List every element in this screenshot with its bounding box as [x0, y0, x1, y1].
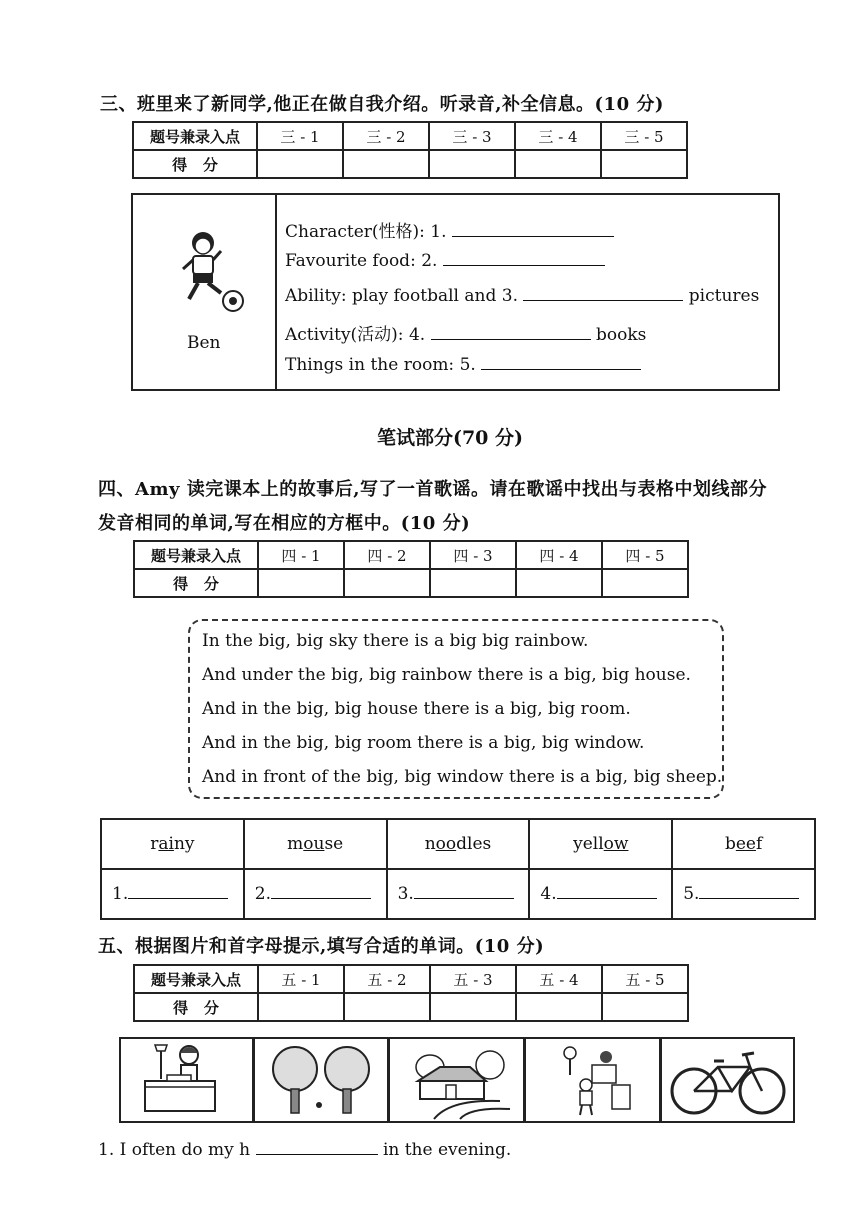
score-cell[interactable] — [601, 150, 687, 178]
trees-icon — [255, 1039, 387, 1121]
section4-heading-line2: 发音相同的单词,写在相应的方框中。(10 分) — [98, 513, 471, 534]
score-cell[interactable] — [344, 569, 430, 597]
score-label: 得 分 — [134, 569, 258, 597]
poem-line: And in front of the big, big window there is a big, big sheep. — [202, 767, 723, 787]
score-cell[interactable] — [258, 993, 344, 1021]
info-line-ability: Ability: play football and 3. pictures — [285, 286, 760, 306]
self-intro-box — [131, 193, 780, 391]
picture-homework — [119, 1037, 254, 1123]
answer-blank-2[interactable] — [443, 251, 605, 266]
info-line-food: Favourite food: 2. — [285, 251, 605, 271]
section5-score-table — [133, 964, 689, 1022]
score-cell[interactable] — [602, 569, 688, 597]
word-cell: rainy — [101, 819, 244, 869]
phonics-word-table — [100, 818, 816, 920]
picture-village — [388, 1037, 525, 1123]
score-cell[interactable] — [258, 569, 344, 597]
bike-icon — [662, 1039, 793, 1121]
answer-cell[interactable]: 4. — [529, 869, 672, 919]
word-cell: noodles — [387, 819, 530, 869]
score-col: 五 - 4 — [516, 965, 602, 993]
children-icon — [526, 1039, 659, 1121]
answer-blank-q1[interactable] — [256, 1140, 378, 1155]
poem-line: In the big, big sky there is a big big rainbow. — [202, 631, 589, 651]
answer-blank[interactable] — [271, 884, 371, 899]
word-cell: mouse — [244, 819, 387, 869]
score-cell[interactable] — [257, 150, 343, 178]
score-table-header-label: 题号兼录入点 — [134, 965, 258, 993]
poem-line: And in the big, big house there is a big, big room. — [202, 699, 631, 719]
score-cell[interactable] — [429, 150, 515, 178]
picture-children — [524, 1037, 661, 1123]
score-table-header-label: 题号兼录入点 — [133, 122, 257, 150]
answer-cell[interactable]: 2. — [244, 869, 387, 919]
score-col: 四 - 5 — [602, 541, 688, 569]
answer-blank[interactable] — [699, 884, 799, 899]
word-cell: yellow — [529, 819, 672, 869]
written-section-title: 笔试部分(70 分) — [376, 427, 524, 449]
score-col: 五 - 5 — [602, 965, 688, 993]
score-col: 四 - 3 — [430, 541, 516, 569]
score-col: 五 - 3 — [430, 965, 516, 993]
section3-heading: 三、班里来了新同学,他正在做自我介绍。听录音,补全信息。(10 分) — [100, 94, 664, 115]
person-name: Ben — [187, 333, 221, 353]
picture-bike — [660, 1037, 795, 1123]
answer-blank-1[interactable] — [452, 222, 614, 237]
score-col: 五 - 2 — [344, 965, 430, 993]
answer-cell[interactable]: 1. — [101, 869, 244, 919]
answer-blank[interactable] — [557, 884, 657, 899]
score-cell[interactable] — [430, 569, 516, 597]
score-cell[interactable] — [602, 993, 688, 1021]
answer-blank-5[interactable] — [481, 355, 641, 370]
answer-blank-4[interactable] — [431, 325, 591, 340]
score-cell[interactable] — [516, 993, 602, 1021]
question-1: 1. I often do my h in the evening. — [98, 1140, 512, 1160]
girl-doing-homework-icon — [121, 1039, 252, 1121]
score-col: 四 - 4 — [516, 541, 602, 569]
poem-box — [188, 619, 724, 799]
section4-score-table — [133, 540, 689, 598]
poem-line: And in the big, big room there is a big, big window. — [202, 733, 645, 753]
score-table-header-label: 题号兼录入点 — [134, 541, 258, 569]
score-cell[interactable] — [344, 993, 430, 1021]
info-line-activity: Activity(活动): 4. books — [285, 325, 647, 345]
village-icon — [390, 1039, 523, 1121]
score-label: 得 分 — [133, 150, 257, 178]
poem-line: And under the big, big rainbow there is a big, big house. — [202, 665, 691, 685]
answer-blank[interactable] — [414, 884, 514, 899]
score-col: 三 - 5 — [601, 122, 687, 150]
section3-score-table — [132, 121, 688, 179]
section4-heading-line1: 四、Amy 读完课本上的故事后,写了一首歌谣。请在歌谣中找出与表格中划线部分 — [98, 479, 768, 500]
answer-blank[interactable] — [128, 884, 228, 899]
score-col: 四 - 1 — [258, 541, 344, 569]
score-col: 五 - 1 — [258, 965, 344, 993]
score-cell[interactable] — [430, 993, 516, 1021]
score-col: 三 - 2 — [343, 122, 429, 150]
word-cell: beef — [672, 819, 815, 869]
score-cell[interactable] — [343, 150, 429, 178]
info-line-things: Things in the room: 5. — [285, 355, 641, 375]
boy-playing-football-icon — [171, 229, 247, 319]
score-label: 得 分 — [134, 993, 258, 1021]
score-cell[interactable] — [516, 569, 602, 597]
score-col: 三 - 4 — [515, 122, 601, 150]
score-cell[interactable] — [515, 150, 601, 178]
score-col: 四 - 2 — [344, 541, 430, 569]
divider — [275, 195, 277, 389]
picture-trees — [253, 1037, 389, 1123]
answer-blank-3[interactable] — [523, 286, 683, 301]
section5-heading: 五、根据图片和首字母提示,填写合适的单词。(10 分) — [98, 936, 545, 957]
score-col: 三 - 1 — [257, 122, 343, 150]
answer-cell[interactable]: 5. — [672, 869, 815, 919]
info-line-character: Character(性格): 1. — [285, 217, 614, 242]
score-col: 三 - 3 — [429, 122, 515, 150]
answer-cell[interactable]: 3. — [387, 869, 530, 919]
